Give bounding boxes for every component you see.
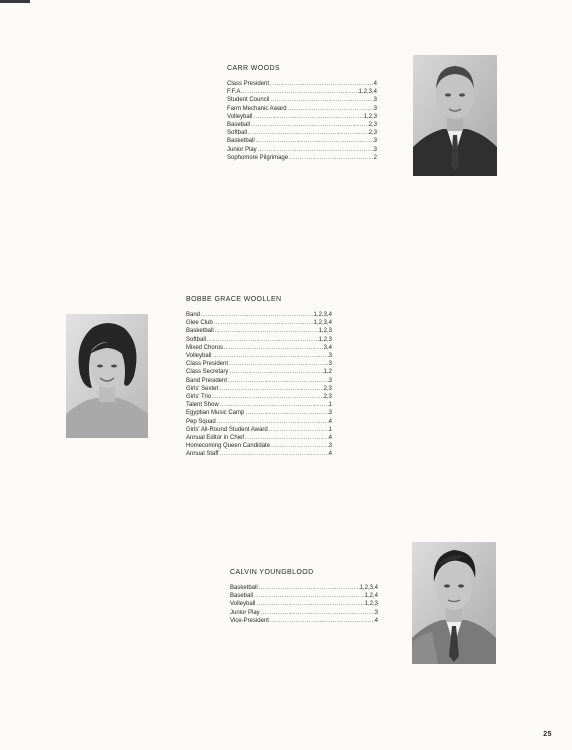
- activity-years: 3: [373, 97, 377, 104]
- activity-years: 3: [373, 105, 377, 112]
- activity-item: [230, 617, 378, 625]
- dot-leader: [288, 154, 374, 162]
- activity-years: 4: [328, 451, 332, 458]
- activity-years: 3: [328, 410, 332, 417]
- activity-item: [227, 154, 377, 162]
- scan-corner-mark: [0, 0, 30, 3]
- activity-label: Annual Staff: [186, 451, 219, 458]
- activity-item: [227, 129, 377, 137]
- dot-leader: [268, 426, 329, 434]
- activity-years: 3,4: [323, 344, 332, 351]
- activity-years: 2,3: [323, 385, 332, 392]
- activity-label: Volleyball: [227, 113, 253, 120]
- activity-years: 1,2,3: [318, 336, 332, 343]
- activity-label: F.F.A.: [227, 89, 243, 96]
- activity-label: Talent Show: [186, 402, 219, 409]
- activity-years: 1,2,4: [364, 593, 378, 600]
- activity-label: Pep Squad: [186, 418, 216, 425]
- activity-label: Class President: [227, 81, 270, 87]
- portrait-photo-calvin-youngblood: [412, 542, 496, 664]
- activity-years: 1,2,3: [318, 328, 332, 335]
- activity-label: Glee Club: [186, 320, 213, 327]
- dot-leader: [250, 121, 369, 129]
- activity-years: 1,2: [323, 369, 332, 376]
- activity-label: Homecoming Queen Candidate: [186, 443, 271, 450]
- activity-item: [186, 327, 332, 335]
- activity-label: Band: [186, 312, 201, 318]
- activity-label: Sophomore Pilgrimage: [227, 154, 289, 161]
- activity-label: Volleyball: [186, 353, 212, 360]
- activity-years: 3: [328, 443, 332, 450]
- activity-item: [186, 368, 332, 376]
- dot-leader: [255, 137, 374, 145]
- activity-item: [230, 609, 378, 617]
- activity-label: Basketball: [227, 138, 255, 145]
- activity-item: [186, 442, 332, 450]
- activity-label: Band President: [186, 377, 228, 384]
- activity-label: Farm Mechanic Award: [227, 105, 287, 112]
- dot-leader: [211, 352, 328, 360]
- student-name: CARR WOODS: [227, 65, 280, 72]
- activity-label: Volleyball: [230, 601, 256, 608]
- activity-item: [186, 377, 332, 385]
- dot-leader: [242, 88, 359, 96]
- portrait-photo-carr-woods: [413, 55, 497, 176]
- activity-item: [186, 319, 332, 327]
- activity-item: [186, 352, 332, 360]
- activity-label: Junior Play: [230, 609, 260, 616]
- activity-years: 1,2,3,4: [359, 585, 378, 591]
- activity-label: Girls' Trio: [186, 394, 212, 401]
- activity-label: Girls' All-Round Student Award: [186, 426, 268, 433]
- activity-item: [186, 336, 332, 344]
- activity-years: 2: [373, 154, 377, 161]
- activity-label: Annual Editor in Chief: [186, 435, 245, 442]
- activity-label: Junior Play: [227, 146, 257, 153]
- activity-years: 4: [328, 418, 332, 425]
- activity-item: [186, 311, 332, 319]
- dot-leader: [269, 617, 375, 625]
- activity-label: Class Secretary: [186, 369, 229, 376]
- dot-leader: [255, 600, 364, 608]
- portrait-photo-bobbe-grace-woollen: [66, 314, 148, 438]
- activity-item: [230, 584, 378, 592]
- activity-label: Vice-President: [230, 617, 269, 624]
- activity-years: 4: [373, 81, 377, 87]
- activity-years: 3: [328, 377, 332, 384]
- dot-leader: [227, 377, 329, 385]
- dot-leader: [228, 360, 329, 368]
- dot-leader: [228, 368, 323, 376]
- activity-label: Basketball: [186, 328, 214, 335]
- dot-leader: [258, 584, 360, 592]
- page-number: 25: [543, 731, 552, 738]
- activity-list: [230, 584, 378, 625]
- activity-item: [227, 137, 377, 145]
- activity-years: 1: [328, 402, 332, 409]
- student-entry-calvin-youngblood: [230, 569, 378, 625]
- activity-item: [227, 146, 377, 154]
- dot-leader: [218, 385, 324, 393]
- activity-years: 3: [373, 146, 377, 153]
- activity-item: [186, 401, 332, 409]
- activity-item: [227, 88, 377, 96]
- dot-leader: [211, 393, 324, 401]
- dot-leader: [260, 609, 375, 617]
- activity-years: 2,3: [368, 130, 377, 137]
- activity-years: 3: [373, 138, 377, 145]
- student-name: CALVIN YOUNGBLOOD: [230, 569, 314, 576]
- activity-item: [186, 344, 332, 352]
- activity-item: [186, 385, 332, 393]
- dot-leader: [257, 146, 374, 154]
- activity-years: 1: [328, 426, 332, 433]
- activity-item: [186, 450, 332, 458]
- dot-leader: [244, 409, 328, 417]
- activity-item: [186, 360, 332, 368]
- activity-years: 1,2,3: [363, 113, 377, 120]
- activity-item: [186, 426, 332, 434]
- activity-label: Class President: [186, 361, 229, 368]
- activity-item: [227, 121, 377, 129]
- student-name: BOBBE GRACE WOOLLEN: [186, 296, 282, 303]
- activity-years: 3: [328, 361, 332, 368]
- dot-leader: [253, 592, 365, 600]
- dot-leader: [206, 336, 319, 344]
- dot-leader: [200, 311, 314, 319]
- dot-leader: [270, 442, 329, 450]
- activity-item: [186, 434, 332, 442]
- dot-leader: [213, 319, 314, 327]
- activity-label: Baseball: [230, 593, 254, 600]
- dot-leader: [223, 344, 324, 352]
- dot-leader: [244, 434, 329, 442]
- activity-label: Softball: [227, 130, 248, 137]
- dot-leader: [247, 129, 369, 137]
- activity-label: Egyptian Music Camp: [186, 410, 245, 417]
- activity-item: [227, 80, 377, 88]
- activity-years: 1,2,3,4: [358, 89, 377, 96]
- activity-list: [186, 311, 332, 459]
- activity-years: 2,3: [323, 394, 332, 401]
- activity-item: [227, 96, 377, 104]
- dot-leader: [214, 327, 319, 335]
- activity-label: Girls' Sextet: [186, 385, 219, 392]
- dot-leader: [269, 96, 373, 104]
- activity-years: 2,3: [368, 122, 377, 129]
- activity-list: [227, 80, 377, 162]
- dot-leader: [216, 418, 329, 426]
- activity-label: Basketball: [230, 585, 258, 591]
- activity-item: [230, 592, 378, 600]
- activity-years: 3: [328, 353, 332, 360]
- dot-leader: [252, 113, 363, 121]
- dot-leader: [269, 80, 374, 88]
- dot-leader: [219, 450, 329, 458]
- activity-item: [227, 113, 377, 121]
- dot-leader: [219, 401, 329, 409]
- activity-item: [186, 418, 332, 426]
- activity-item: [186, 409, 332, 417]
- activity-years: 1,2,3,4: [313, 312, 332, 318]
- activity-label: Baseball: [227, 122, 251, 129]
- dot-leader: [287, 105, 374, 113]
- activity-label: Softball: [186, 336, 207, 343]
- activity-label: Student Council: [227, 97, 270, 104]
- activity-years: 1,2,3,4: [313, 320, 332, 327]
- activity-label: Mixed Chorus: [186, 344, 224, 351]
- activity-item: [227, 105, 377, 113]
- activity-years: 3: [374, 609, 378, 616]
- activity-years: 1,2,3: [364, 601, 378, 608]
- student-entry-bobbe-grace-woollen: [186, 296, 332, 459]
- activity-years: 4: [328, 435, 332, 442]
- activity-item: [230, 600, 378, 608]
- student-entry-carr-woods: [227, 65, 377, 162]
- activity-item: [186, 393, 332, 401]
- activity-years: 4: [374, 617, 378, 624]
